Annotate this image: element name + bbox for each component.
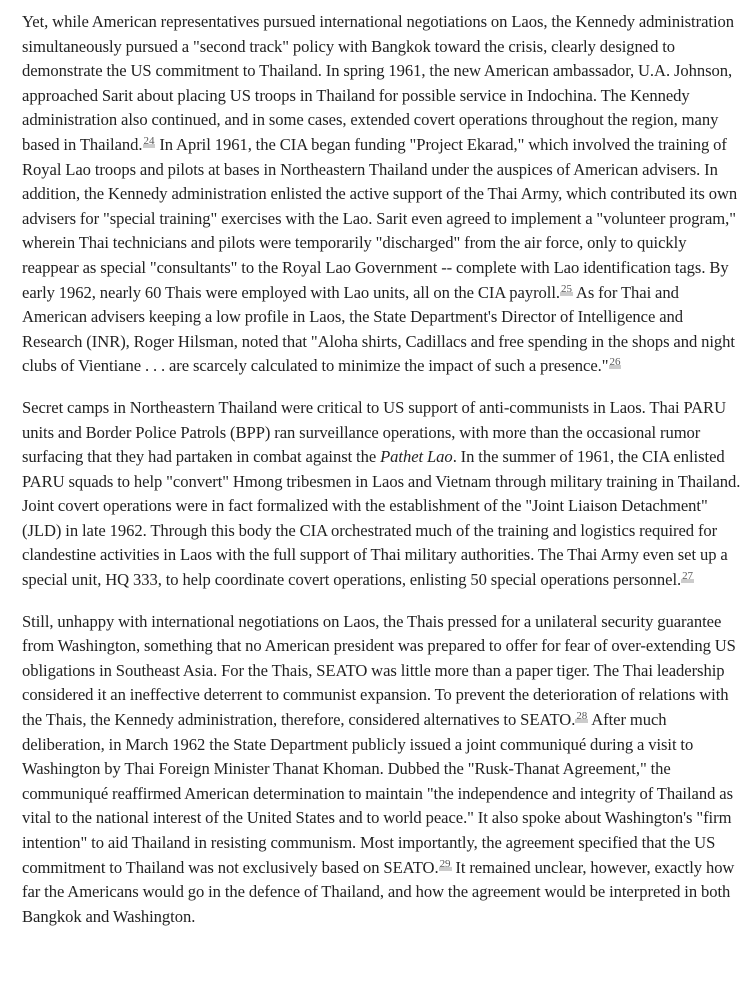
footnote-marker[interactable] <box>143 135 156 148</box>
footnote-link-24[interactable]: 24 <box>143 134 155 147</box>
footnote-marker[interactable] <box>439 858 452 871</box>
paragraph-text: It remained unclear, however, exactly how far the Americans would go in the defence of Thailand, and how the agreement would be interpreted in both Bangkok and Washington. <box>22 857 735 926</box>
paragraph-text: . In the summer of 1961, the CIA enlisted PARU squads to help "convert" Hmong tribesmen in Laos and Vietnam through military training in Thailand. Joint covert operations were in fact formalized with the establishment of the "Joint Liaison Detachment" (JLD) in late 1962. Through this body the CIA orchestrated much of the training and logistics required for clandestine activities in Laos with the full support of Thai military authorities. The Thai Army even set up a special unit, HQ 333, to help coordinate covert operations, enlisting 50 special operations personnel. <box>22 447 741 590</box>
footnote-marker[interactable] <box>560 283 573 296</box>
footnote-link-25[interactable]: 25 <box>561 282 572 295</box>
paragraph-text: After much deliberation, in March 1962 the State Department publicly issued a joint communiqué during a visit to Washington by Thai Foreign Minister Thanat Khoman. Dubbed the "Rusk-Thanat Agreement," the communiqué reaffirmed American determination to maintain "the independence and integrity of Thailand as vital to the national interest of the United States and to world peace." It also spoke about Washington's "firm intention" to aid Thailand in resisting communism. Most importantly, the agreement specified that the US commitment to Thailand was not exclusively based on SEATO. <box>22 710 733 877</box>
paragraph-text: In April 1961, the CIA began funding "Project Ekarad," which involved the training of Royal Lao troops and pilots at bases in Northeastern Thailand under the auspices of American advisers. In addition, the Kennedy administration enlisted the active support of the Thai Army, which contributed its own advisers for "special training" exercises with the Lao. Sarit even agreed to implement a "volunteer program," wherein Thai technicians and pilots were temporarily "discharged" from the air force, only to quickly reappear as special "consultants" to the Royal Lao Government -- complete with Lao identification tags. By early 1962, nearly 60 Thais were employed with Lao units, all on the CIA payroll. <box>22 134 738 302</box>
footnote-link-27[interactable]: 27 <box>682 570 694 583</box>
footnote-link-28[interactable]: 28 <box>576 710 588 723</box>
italic-term-pathet-lao: Pathet Lao <box>380 447 453 467</box>
footnote-link-26[interactable]: 26 <box>609 356 621 369</box>
paragraph-text: As for Thai and American advisers keeping a low profile in Laos, the State Department's Director of Intelligence and Research (INR), Roger Hilsman, noted that "Aloha shirts, Cadillacs and free spending in the shops and night clubs of Vientiane . . . are scarcely calculated to minimize the impact of such a presence." <box>22 282 735 376</box>
footnote-marker[interactable] <box>609 356 622 369</box>
paragraph-text: Still, unhappy with international negotiations on Laos, the Thais pressed for a unilateral security guarantee from Washington, something that no American president was prepared to offer for fear of over-extending US obligations in Southeast Asia. For the Thais, SEATO was little more than a paper tiger. The Thai leadership considered it an ineffective deterrent to communist expansion. To prevent the deterioration of relations with the Thais, the Kennedy administration, therefore, considered alternatives to SEATO. <box>22 611 736 730</box>
paragraph-secret-camps <box>22 396 742 593</box>
footnote-marker[interactable] <box>681 570 694 583</box>
paragraph-rusk-thanat-agreement <box>22 610 742 930</box>
paragraph-text: Yet, while American representatives pursued international negotiations on Laos, the Kennedy administration simultaneously pursued a "second track" policy with Bangkok toward the crisis, clearly designed to demonstrate the US commitment to Thailand. In spring 1961, the new American ambassador, U.A. Johnson, approached Sarit about placing US troops in Thailand for possible service in Indochina. The Kennedy administration also continued, and in some cases, extended covert operations throughout the region, many based in Thailand. <box>22 12 735 154</box>
paragraph-text: Secret camps in Northeastern Thailand were critical to US support of anti-communists in Laos. Thai PARU units and Border Police Patrols (BPP) ran surveillance operations, with more than the occasional rumor surfacing that they had partaken in combat against the <box>22 397 727 467</box>
footnote-link-29[interactable]: 29 <box>439 857 451 870</box>
footnote-marker[interactable] <box>575 710 588 723</box>
paragraph-second-track-policy <box>22 10 742 379</box>
